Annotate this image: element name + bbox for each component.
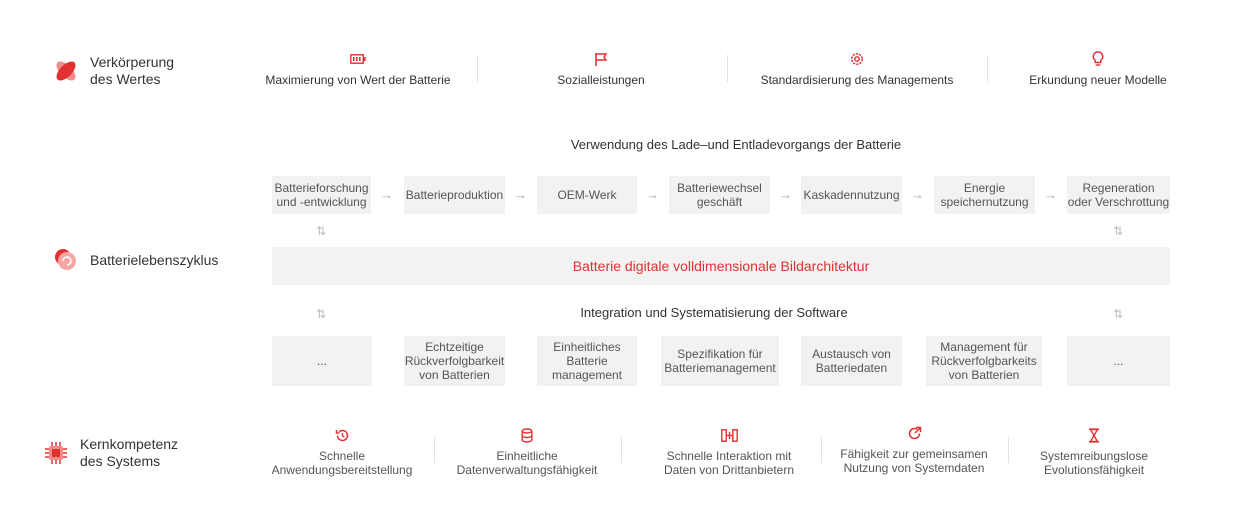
right-arrow-icon: →	[1044, 187, 1057, 202]
software-box: Management für Rückverfolgbarkeits von Batterien	[926, 336, 1042, 386]
share-icon	[907, 426, 922, 441]
core-item: Einheitliche Datenverwaltungsfähigkeit	[444, 426, 610, 477]
right-arrow-icon: →	[514, 187, 527, 202]
value-item: Sozialleistungen	[530, 50, 672, 92]
right-arrow-icon: →	[646, 187, 659, 202]
stage-box: OEM-Werk	[537, 176, 637, 214]
software-box: Einheitliches Batterie management	[537, 336, 637, 386]
divider	[1008, 437, 1009, 463]
divider	[434, 437, 435, 463]
lifecycle-bottom-caption: Integration und Systematisierung der Software	[580, 305, 848, 320]
up-down-arrow-icon: ⇅	[1113, 224, 1124, 238]
hourglass-icon	[1088, 428, 1100, 443]
refresh-clock-icon	[335, 428, 350, 443]
flag-icon	[594, 52, 608, 67]
software-box: Spezifikation für Batteriemanagement	[661, 336, 779, 386]
value-logo-icon	[52, 57, 80, 85]
divider	[477, 55, 478, 82]
divider	[621, 437, 622, 463]
section-value-label: Verkörperung des Wertes	[90, 54, 175, 87]
section-value	[52, 54, 174, 88]
stage-box: Regeneration oder Verschrottung	[1067, 176, 1170, 214]
divider	[727, 55, 728, 82]
lifecycle-top-caption: Verwendung des Lade–und Entladevorgangs der Batterie	[570, 137, 902, 152]
right-arrow-icon: →	[779, 187, 792, 202]
divider	[821, 437, 822, 463]
exchange-icon	[721, 429, 738, 442]
value-item: Standardisierung des Managements	[756, 50, 958, 92]
stage-box: Energie speichernutzung	[934, 176, 1035, 214]
software-box: ...	[1067, 336, 1170, 386]
stage-box: Batterieproduktion	[404, 176, 505, 214]
software-box: Echtzeitige Rückverfolgbarkeit von Batterien	[404, 336, 505, 386]
chip-logo-icon	[42, 439, 70, 467]
up-down-arrow-icon: ⇅	[316, 224, 327, 238]
stage-box: Kaskadennutzung	[801, 176, 902, 214]
core-item: Schnelle Interaktion mit Daten von Drittanbietern	[642, 426, 816, 477]
cycle-logo-icon	[52, 246, 80, 274]
software-box: Austausch von Batteriedaten	[801, 336, 902, 386]
lightbulb-icon	[1092, 51, 1104, 67]
up-down-arrow-icon: ⇅	[1113, 307, 1124, 321]
right-arrow-icon: →	[911, 187, 924, 202]
up-down-arrow-icon: ⇅	[316, 307, 327, 321]
section-lifecycle	[52, 246, 218, 274]
value-item: Maximierung von Wert der Batterie	[262, 50, 454, 92]
value-item: Erkundung neuer Modelle	[1025, 50, 1171, 92]
stage-box: Batterieforschung und -entwicklung	[272, 176, 371, 214]
gear-icon	[849, 51, 865, 67]
section-lifecycle-label: Batterielebenszyklus	[90, 251, 219, 268]
database-icon	[521, 428, 533, 443]
core-item: Fähigkeit zur gemeinsamen Nutzung von Systemdaten	[826, 424, 1002, 475]
right-arrow-icon: →	[380, 187, 393, 202]
battery-icon	[350, 54, 366, 64]
software-box: ...	[272, 336, 372, 386]
divider	[987, 55, 988, 82]
section-core	[42, 436, 178, 470]
architecture-banner: Batterie digitale volldimensionale Bildarchitektur	[272, 247, 1170, 285]
core-item: Systemreibungslose Evolutionsfähigkeit	[1024, 426, 1164, 477]
section-core-label: Kernkompetenz des Systems	[80, 436, 179, 469]
stage-box: Batteriewechsel geschäft	[669, 176, 770, 214]
core-item: Schnelle Anwendungsbereitstellung	[262, 426, 422, 477]
